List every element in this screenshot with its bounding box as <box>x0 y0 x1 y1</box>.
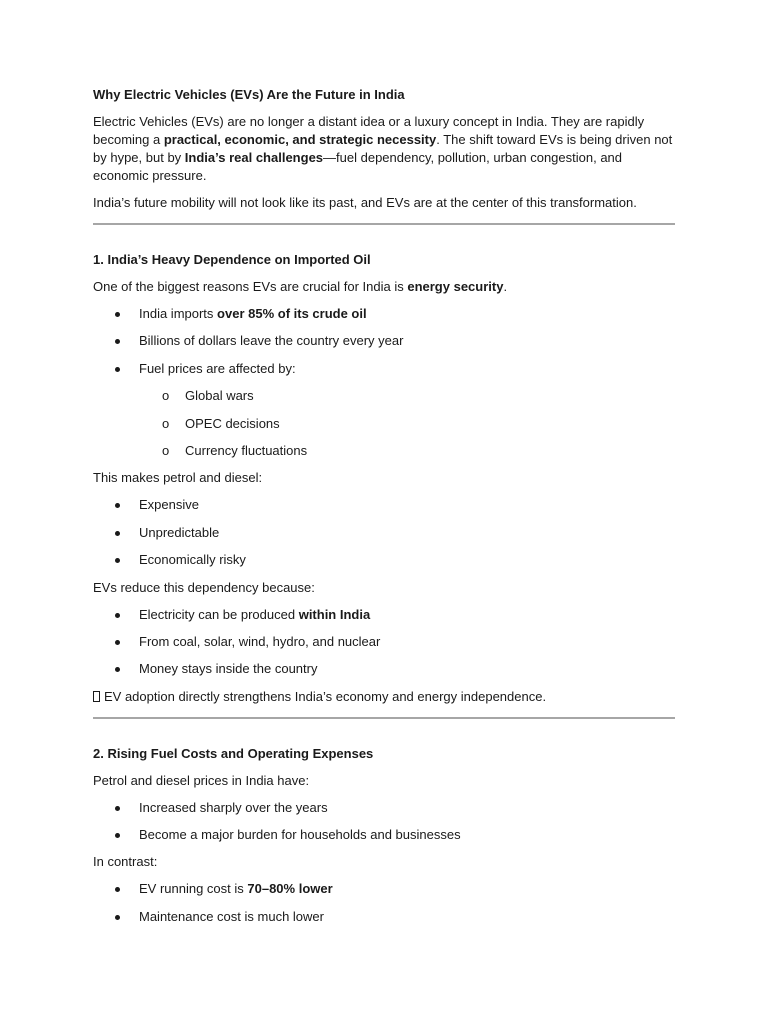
list-item-text: Billions of dollars leave the country every year <box>139 333 404 349</box>
list-item-bold: 70–80% lower <box>247 881 333 897</box>
list-item-text: Economically risky <box>139 552 246 568</box>
conclusion-line <box>93 688 675 706</box>
section-1-heading: 1. India’s Heavy Dependence on Imported Oil <box>93 252 371 267</box>
list-item <box>93 799 675 817</box>
list-item-text: From coal, solar, wind, hydro, and nuclear <box>139 633 381 649</box>
bullet-icon <box>115 833 120 838</box>
list-item-text: Become a major burden for households and businesses <box>139 827 461 843</box>
sub-bullet-icon: o <box>162 415 170 431</box>
section-1-lead-text: One of the biggest reasons EVs are crucial for India is <box>93 279 408 294</box>
list-item-text: Unpredictable <box>139 524 220 540</box>
bullet-icon <box>115 531 120 536</box>
bullet-icon <box>115 640 120 645</box>
intro-paragraph-2: India’s future mobility will not look like its past, and EVs are at the center of this transformation. <box>93 195 637 210</box>
list-item <box>93 826 675 844</box>
makes-list <box>93 496 675 569</box>
sub-list-item-text: Currency fluctuations <box>185 442 308 458</box>
document-title: Why Electric Vehicles (EVs) Are the Future in India <box>93 87 405 102</box>
ev-cost-list <box>93 880 675 925</box>
sub-list-item-text: OPEC decisions <box>185 415 280 431</box>
reduce-paragraph: EVs reduce this dependency because: <box>93 579 315 595</box>
sub-list-item <box>93 442 675 460</box>
list-item <box>93 551 675 569</box>
list-item-text: India imports <box>139 306 218 321</box>
list-item-text: Maintenance cost is much lower <box>139 908 324 924</box>
list-item <box>93 360 675 378</box>
bullet-icon <box>115 558 120 563</box>
bullet-icon <box>115 667 120 672</box>
list-item <box>93 606 675 624</box>
list-item-text: Electricity can be produced <box>139 606 299 622</box>
sub-bullet-icon: o <box>162 388 170 404</box>
intro-text-2: . The shift toward EVs is being driven not by hype, but by <box>93 132 673 165</box>
section-divider <box>93 717 675 719</box>
section-2-heading: 2. Rising Fuel Costs and Operating Expenses <box>93 745 374 761</box>
bullet-icon <box>115 503 120 508</box>
list-item <box>93 305 675 323</box>
contrast-paragraph: In contrast: <box>93 854 158 870</box>
list-item <box>93 880 675 898</box>
list-item <box>93 332 675 350</box>
bullet-icon <box>115 367 120 372</box>
makes-paragraph: This makes petrol and diesel: <box>93 470 263 486</box>
checkbox-icon <box>93 691 100 702</box>
list-item <box>93 524 675 542</box>
sub-bullet-icon: o <box>162 442 170 458</box>
sub-list-item <box>93 415 675 433</box>
list-item <box>93 496 675 514</box>
intro-paragraph <box>93 113 675 185</box>
section-1-lead <box>93 278 675 296</box>
section-divider <box>93 223 675 225</box>
section-1-lead-bold: energy security <box>407 279 504 294</box>
sub-list-item-text: Global wars <box>185 388 254 404</box>
intro-text-3: —fuel dependency, pollution, urban congestion, and economic pressure. <box>93 150 623 183</box>
bullet-icon <box>115 613 120 618</box>
bullet-icon <box>115 806 120 811</box>
bullet-icon <box>115 312 120 317</box>
bullet-icon <box>115 339 120 344</box>
reduce-list <box>93 606 675 679</box>
list-item-text: Expensive <box>139 497 199 513</box>
document-body <box>93 86 675 935</box>
intro-bold-2: India’s real challenges <box>184 150 324 165</box>
list-item-bold: over 85% of its crude oil <box>217 306 367 321</box>
list-item-text: Increased sharply over the years <box>139 799 328 815</box>
fuel-price-factors-list <box>93 387 675 460</box>
list-item-text: Money stays inside the country <box>139 661 318 677</box>
oil-facts-list <box>93 305 675 378</box>
list-item <box>93 660 675 678</box>
list-item <box>93 633 675 651</box>
bullet-icon <box>115 887 120 892</box>
list-item-text: EV running cost is <box>139 881 248 897</box>
section-1-lead-end: . <box>503 279 508 294</box>
intro-text-1: Electric Vehicles (EVs) are no longer a distant idea or a luxury concept in India. They are rapidly becoming a <box>93 114 645 147</box>
sub-list-item <box>93 387 675 405</box>
section-2-lead: Petrol and diesel prices in India have: <box>93 772 310 788</box>
conclusion-text: EV adoption directly strengthens India’s economy and energy independence. <box>104 688 547 704</box>
fuel-price-list <box>93 799 675 844</box>
list-item <box>93 908 675 926</box>
list-item-text: Fuel prices are affected by: <box>139 360 296 376</box>
intro-bold-1: practical, economic, and strategic necessity <box>163 132 437 147</box>
bullet-icon <box>115 915 120 920</box>
list-item-bold: within India <box>298 606 371 622</box>
